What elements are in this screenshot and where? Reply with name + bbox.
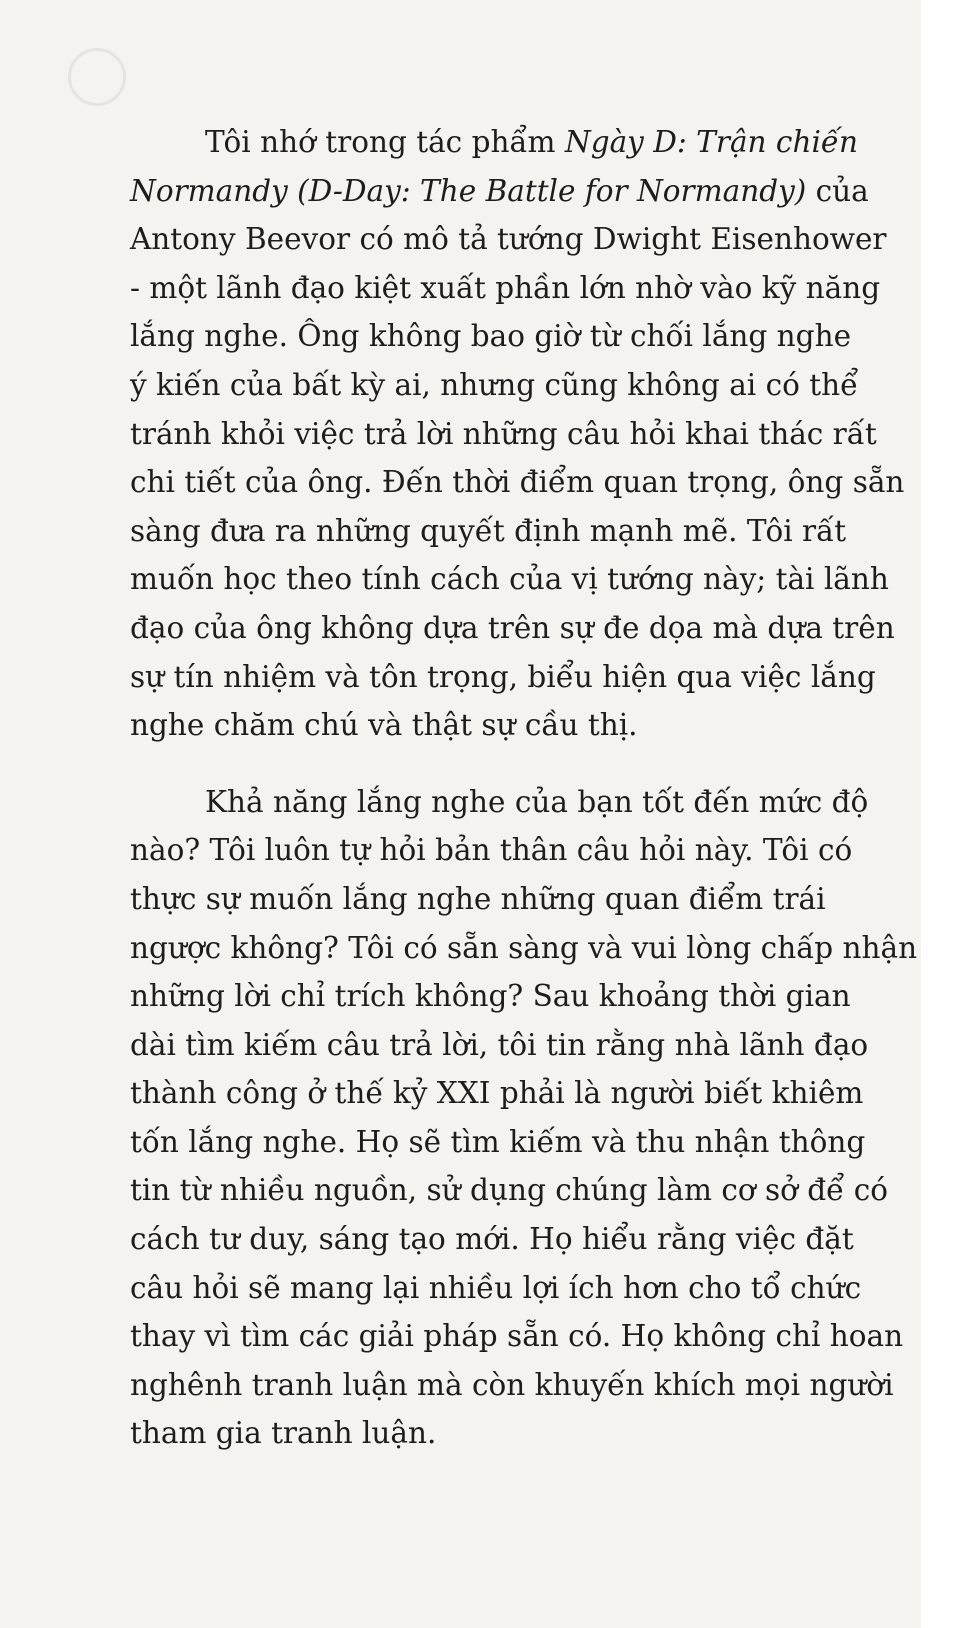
book-title-italic: Ngày D: Trận chiến: [564, 125, 859, 159]
body-text: [130, 118, 918, 1486]
book-title-italic: Normandy (D-Day: The Battle for Normandy): [130, 173, 807, 208]
paragraph-1-line: lắng nghe. Ông không bao giờ từ chối lắng nghe: [130, 319, 852, 354]
paragraph-1-line: chi tiết của ông. Đến thời điểm quan trọng, ông sẵn: [130, 465, 905, 500]
paragraph-1-line: đạo của ông không dựa trên sự đe dọa mà dựa trên: [130, 610, 895, 645]
paragraph-1: [130, 118, 905, 750]
paragraph-2: [130, 778, 918, 1458]
page-bleed-mark: [68, 48, 126, 106]
paragraph-2-line: cách tư duy, sáng tạo mới. Họ hiểu rằng việc đặt: [130, 1222, 854, 1257]
line-text: của: [806, 173, 869, 208]
paragraph-2-line: nào? Tôi luôn tự hỏi bản thân câu hỏi này. Tôi có: [130, 833, 853, 868]
paragraph-2-line: nghênh tranh luận mà còn khuyến khích mọi người: [130, 1367, 894, 1402]
paragraph-2-line: Khả năng lắng nghe của bạn tốt đến mức độ: [205, 784, 869, 819]
paragraph-1-line: sự tín nhiệm và tôn trọng, biểu hiện qua việc lắng: [130, 659, 876, 694]
paragraph-2-line: thành công ở thế kỷ XXI phải là người biết khiêm: [130, 1076, 864, 1111]
paragraph-1-line: - một lãnh đạo kiệt xuất phần lớn nhờ vào kỹ năng: [130, 270, 881, 305]
paragraph-1-line: ý kiến của bất kỳ ai, nhưng cũng không ai có thể: [130, 367, 859, 402]
paragraph-2-line: dài tìm kiếm câu trả lời, tôi tin rằng nhà lãnh đạo: [130, 1027, 869, 1062]
paragraph-1-line: [130, 118, 860, 167]
paragraph-2-line: tốn lắng nghe. Họ sẽ tìm kiếm và thu nhận thông: [130, 1124, 866, 1159]
paragraph-1-line: sàng đưa ra những quyết định mạnh mẽ. Tôi rất: [130, 513, 847, 548]
page-edge: [921, 0, 953, 1628]
paragraph-2-line: thay vì tìm các giải pháp sẵn có. Họ không chỉ hoan: [130, 1319, 904, 1354]
paragraph-1-line: Antony Beevor có mô tả tướng Dwight Eisenhower: [130, 222, 887, 257]
paragraph-2-line: tin từ nhiều nguồn, sử dụng chúng làm cơ sở để có: [130, 1173, 888, 1208]
paragraph-2-line: thực sự muốn lắng nghe những quan điểm trái: [130, 881, 826, 916]
paragraph-2-line: tham gia tranh luận.: [130, 1416, 437, 1451]
paragraph-1-line: tránh khỏi việc trả lời những câu hỏi khai thác rất: [130, 416, 877, 451]
paragraph-1-line: nghe chăm chú và thật sự cầu thị.: [130, 708, 638, 743]
paragraph-2-line: câu hỏi sẽ mang lại nhiều lợi ích hơn cho tổ chức: [130, 1270, 862, 1305]
paragraph-2-line: ngược không? Tôi có sẵn sàng và vui lòng chấp nhận: [130, 930, 918, 965]
paragraph-1-line: muốn học theo tính cách của vị tướng này; tài lãnh: [130, 562, 889, 597]
paragraph-2-line: những lời chỉ trích không? Sau khoảng thời gian: [130, 979, 851, 1014]
paragraph-1-line: [130, 167, 869, 216]
line-text: Tôi nhớ trong tác phẩm: [205, 125, 565, 159]
